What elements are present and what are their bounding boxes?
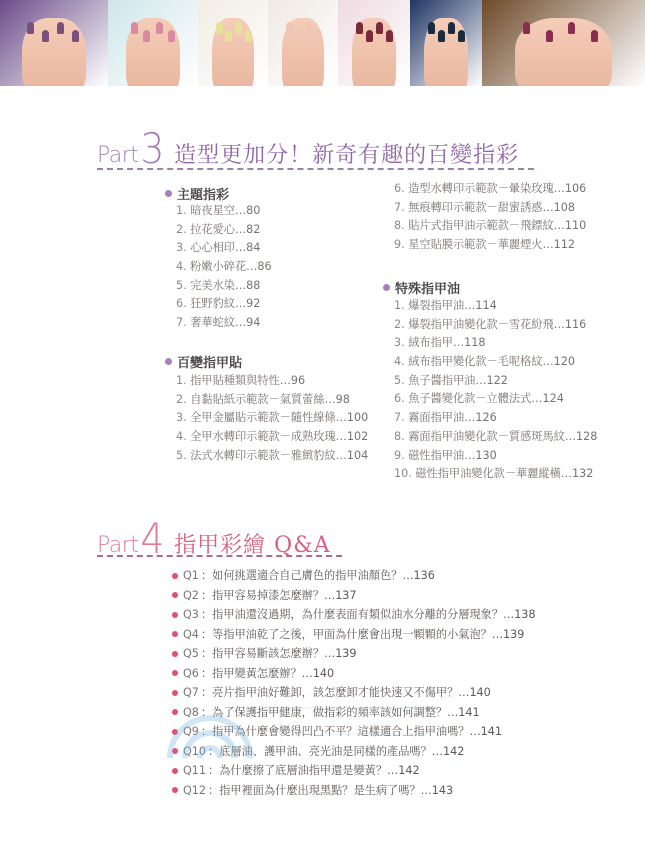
toc-item-number: 7. [394,200,409,214]
qa-number: Q4 [183,627,199,641]
toc-item-number: 9. [394,238,409,252]
toc-item [176,239,272,258]
qa-text: ：亮片指甲油好難卸，該怎麼卸才能快速又不傷甲？…140 [200,686,491,699]
nail-shape [568,22,575,34]
bullet-icon [165,190,172,197]
beach-french-nail-photo [108,0,198,86]
bullet-icon [172,787,178,793]
toc-item-text: 狂野豹紋…92 [190,297,261,311]
section-heading-text: 特殊指甲油 [395,282,461,297]
toc-item-text: 磁性指甲油…130 [408,448,497,462]
qa-text: ：指甲容易掉漆怎麼辦？…137 [200,588,357,602]
qa-text: ：為什麼擦了底層油指甲還是變黃？…142 [208,764,420,777]
bullet-icon [172,670,178,676]
bullet-icon [172,709,178,715]
qa-item [172,644,536,664]
nail-shape [168,30,175,42]
qa-number: Q5 [183,647,199,660]
qa-item [172,683,536,703]
toc-item-number: 3. [176,411,191,425]
toc-item [394,409,597,428]
part4-number: 4 [140,514,165,563]
part4-divider [97,555,342,557]
gold-jewelry-nail-photo [482,0,645,86]
nail-shape [27,22,34,34]
toc-item [394,217,586,236]
qa-number: Q10 [183,744,207,758]
nude-nail-photo [268,0,338,86]
bullet-icon [172,592,178,598]
bullet-icon [172,631,178,637]
nail-shape [42,30,49,42]
part3-header [97,124,520,173]
qa-number: Q2 [183,588,199,602]
nail-shape [72,30,79,42]
toc-item [394,199,586,218]
toc-item-text: 霧面指甲油…126 [408,411,497,425]
qa-text: ：指甲油還沒過期，為什麼表面有類似油水分離的分層現象？…138 [200,608,536,621]
toc-item [176,409,368,428]
toc-item-text: 造型水轉印示範款－暈染玫瑰…106 [408,182,587,195]
toc-item-text: 絨布指甲變化款－毛呢格紋…120 [408,355,576,369]
toc-item-text: 奢華蛇紋…94 [190,316,261,330]
part4-header [97,514,331,563]
bullet-icon [172,573,178,579]
section-heading-theme-polish [165,184,229,203]
toc-item-text: 爆裂指甲油變化款－雪花紛飛…116 [408,317,587,331]
toc-item [394,334,597,353]
toc-item [394,316,597,335]
nail-shape [295,30,302,42]
toc-list-theme-polish [176,202,272,333]
bullet-icon [172,612,178,618]
qa-item [172,761,536,781]
toc-item-text: 霧面指甲油變化款－質感斑馬紋…128 [408,429,598,443]
toc-item [176,277,272,296]
toc-item-text: 磁性指甲油變化款－華麗縱橫…132 [415,467,594,481]
part4-title: 指甲彩繪 Q&A [174,532,331,558]
nail-shape [546,30,553,42]
qa-text: ：指甲裡面為什麼出現黑點？是生病了嗎？…143 [208,783,454,797]
nail-shape [216,22,223,34]
toc-item [394,180,586,199]
qa-item [172,703,536,723]
toc-item-number: 2. [176,392,191,406]
section-heading-special-polish [383,278,460,297]
toc-item-number: 6. [176,297,191,311]
toc-item [394,390,597,409]
toc-item [394,447,597,466]
qa-number: Q11 [183,764,207,777]
toc-item-number: 4. [394,355,409,369]
qa-number: Q8 [183,705,199,719]
toc-item-text: 自黏貼紙示範款－氣質蕾絲…98 [190,392,350,406]
toc-item-number: 6. [394,392,409,406]
toc-item-number: 5. [394,373,409,387]
qa-item [172,625,536,645]
toc-item-number: 3. [394,336,409,350]
pink-dark-nail-photo [338,0,410,86]
toc-list-nail-stickers-a [176,372,368,465]
toc-item [176,258,272,277]
qa-item [172,742,536,762]
toc-item-number: 8. [394,219,409,233]
toc-item [176,372,368,391]
qa-text: ：指甲變黃怎麼辦？…140 [200,666,335,680]
toc-item-number: 7. [394,411,409,425]
qa-item [172,664,536,684]
toc-item [176,202,272,221]
part3-divider [97,168,534,170]
qa-text: ：底層油、護甲油、亮光油是同樣的產品嗎？…142 [208,744,465,758]
toc-item [176,314,272,333]
toc-list-special-polish [394,297,597,484]
nail-shape [523,22,530,34]
toc-item-number: 2. [394,317,409,331]
purple-bg-nail-photo [0,0,108,86]
nail-shape [245,30,252,42]
nail-shape [428,22,435,34]
qa-item [172,722,536,742]
qa-item [172,586,536,606]
qa-item [172,566,536,586]
part3-label: Part [97,142,139,168]
toc-item [176,428,368,447]
toc-list-nail-stickers-b [394,180,586,255]
toc-item-text: 星空貼膜示範款－華麗煙火…112 [408,238,576,252]
toc-item [394,353,597,372]
qa-text: ：如何挑選適合自己膚色的指甲油顏色？…136 [200,569,435,582]
toc-item-text: 全甲水轉印示範款－成熟玫瑰…102 [190,430,369,444]
nail-shape [356,22,363,34]
nail-shape [315,30,322,42]
toc-item-text: 爆裂指甲油…114 [408,299,497,312]
nail-shape [386,30,393,42]
floral-pastel-nail-photo [198,0,268,86]
nail-photo-banner [0,0,645,86]
qa-text: ：為了保護指甲健康，做指彩的頻率該如何調整？…141 [200,705,480,719]
nail-shape [225,30,232,42]
nail-shape [131,22,138,34]
toc-item [394,236,586,255]
toc-item [394,465,597,484]
bullet-icon [172,748,178,754]
qa-number: Q6 [183,666,199,680]
nail-shape [591,30,598,42]
toc-item [176,391,368,410]
toc-item [394,372,597,391]
toc-item-text: 粉嫩小碎花…86 [190,260,272,274]
nail-shape [438,30,445,42]
qa-text: ：等指甲油乾了之後，甲面為什麼會出現一顆顆的小氣泡？…139 [200,627,525,641]
qa-list [172,566,536,800]
nail-shape [235,22,242,34]
nail-shape [286,22,293,34]
nail-shape [376,22,383,34]
qa-number: Q1 [183,569,199,582]
toc-item-text: 完美水染…88 [190,278,261,292]
nail-shape [305,22,312,34]
toc-item-number: 4. [176,430,191,444]
bullet-icon [172,768,178,774]
toc-item-number: 10. [394,467,416,481]
toc-item-text: 全甲金屬貼示範款－隨性線條…100 [190,411,369,425]
toc-item-text: 暗夜星空…80 [190,204,261,217]
part3-number: 3 [140,124,165,173]
qa-number: Q7 [183,686,199,699]
nail-shape [448,22,455,34]
bullet-icon [172,729,178,735]
nail-shape [57,22,64,34]
toc-item-text: 絨布指甲…118 [408,336,486,350]
toc-item-number: 1. [176,204,191,217]
qa-text: ：指甲容易斷該怎麼辦？…139 [200,647,357,660]
nail-shape [458,30,465,42]
qa-number: Q12 [183,783,207,797]
bullet-icon [165,358,172,365]
nail-shape [143,30,150,42]
toc-item-number: 3. [176,241,191,255]
toc-item-text: 心心相印…84 [190,241,261,255]
toc-item-number: 9. [394,448,409,462]
toc-item-number: 8. [394,429,409,443]
qa-number: Q3 [183,608,199,621]
toc-item [176,221,272,240]
toc-item-text: 魚子醬變化款－立體法式…124 [408,392,564,406]
toc-item [176,447,368,466]
toc-item-text: 指甲貼種類與特性…96 [190,374,306,387]
qa-item [172,605,536,625]
toc-item-text: 法式水轉印示範款－雅緻豹紋…104 [190,448,369,462]
toc-item [176,295,272,314]
qa-text: ：指甲為什麼會變得凹凸不平？這樣適合上指甲油嗎？…141 [200,725,502,738]
qa-item [172,781,536,801]
bullet-icon [383,284,390,291]
toc-item [394,297,597,316]
nail-shape [366,30,373,42]
toc-item-text: 貼片式指甲油示範款－飛鏢紋…110 [408,219,587,233]
toc-item [394,428,597,447]
toc-item-number: 5. [176,448,191,462]
qa-number: Q9 [183,725,199,738]
toc-item-number: 5. [176,278,191,292]
nail-shape [156,22,163,34]
section-heading-nail-stickers [165,352,242,371]
toc-item-text: 魚子醬指甲油…122 [408,373,508,387]
toc-item-text: 無痕轉印示範款－甜蜜誘惑…108 [408,200,576,214]
section-heading-text: 主題指彩 [177,188,230,203]
toc-item-number: 6. [394,182,409,195]
bullet-icon [172,690,178,696]
toc-item-number: 1. [394,299,409,312]
navy-bg-nail-photo [410,0,482,86]
part4-label: Part [97,532,139,558]
toc-item-text: 拉花愛心…82 [190,222,261,236]
section-heading-text: 百變指甲貼 [177,356,243,371]
toc-item-number: 1. [176,374,191,387]
toc-item-number: 7. [176,316,191,330]
toc-item-number: 2. [176,222,191,236]
part3-title: 造型更加分！新奇有趣的百變指彩 [174,142,520,168]
bullet-icon [172,651,178,657]
toc-item-number: 4. [176,260,191,274]
